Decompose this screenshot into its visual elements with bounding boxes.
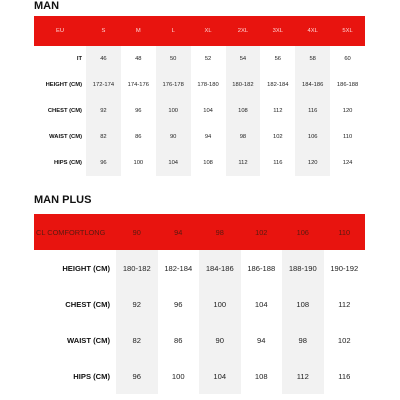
- row-label: HIPS (CM): [73, 371, 110, 381]
- man-row-it: [34, 46, 365, 72]
- size-cell: 104: [156, 150, 191, 176]
- man-plus-header-cell: 98: [199, 214, 241, 250]
- man-header-cell: L: [156, 16, 191, 46]
- size-cell: 104: [203, 108, 213, 114]
- size-cell: 102: [337, 335, 351, 345]
- man-plus-row-chest: [34, 286, 365, 322]
- man-header-cell: M: [121, 16, 156, 46]
- man-plus-section-title: MAN PLUS: [34, 194, 92, 206]
- size-cell: 100: [171, 371, 185, 381]
- size-cell: 124: [342, 160, 353, 166]
- man-plus-row-waist: [34, 322, 365, 358]
- size-cell: 108: [254, 371, 268, 381]
- size-cell: 180-182: [226, 72, 261, 98]
- man-header-cell: S: [86, 16, 121, 46]
- man-plus-header-cell: 106: [282, 214, 324, 250]
- row-label: HEIGHT (CM): [62, 263, 110, 273]
- size-cell: 182-184: [164, 263, 193, 273]
- man-plus-row-hips: [34, 358, 365, 394]
- size-cell: 186-188: [336, 82, 359, 88]
- size-cell: 184-186: [199, 250, 241, 286]
- size-cell: 104: [254, 299, 268, 309]
- size-cell: 116: [295, 98, 330, 124]
- size-cell: 46: [86, 46, 121, 72]
- size-cell: 98: [226, 124, 261, 150]
- size-cell: 82: [116, 322, 158, 358]
- man-header-cell: XL: [191, 16, 226, 46]
- man-row-hips: [34, 150, 365, 176]
- row-label: WAIST (CM): [49, 134, 82, 140]
- size-cell: 60: [344, 56, 351, 62]
- size-cell: 108: [203, 160, 213, 166]
- size-cell: 90: [199, 322, 241, 358]
- row-label: WAIST (CM): [66, 335, 110, 345]
- size-cell: 112: [282, 358, 324, 394]
- man-header-row: [34, 16, 365, 46]
- size-cell: 116: [273, 160, 283, 166]
- man-header-cell: 4XL: [295, 16, 330, 46]
- size-cell: 48: [135, 56, 142, 62]
- size-cell: 96: [135, 108, 142, 114]
- man-plus-header-cell: 110: [324, 214, 366, 250]
- size-cell: 110: [342, 134, 353, 140]
- size-cell: 102: [272, 134, 283, 140]
- size-cell: 96: [116, 358, 158, 394]
- man-row-waist: [34, 124, 365, 150]
- man-header-cell: EU: [34, 16, 86, 46]
- man-plus-header-cell: CL COMFORTLONG: [34, 214, 116, 250]
- size-cell: 86: [135, 134, 142, 140]
- size-cell: 100: [199, 286, 241, 322]
- size-cell: 180-182: [116, 250, 158, 286]
- size-cell: 172-174: [86, 72, 121, 98]
- size-cell: 54: [226, 46, 261, 72]
- size-cell: 176-178: [156, 72, 191, 98]
- size-cell: 92: [86, 98, 121, 124]
- size-cell: 112: [273, 108, 283, 114]
- size-cell: 100: [156, 98, 191, 124]
- man-plus-header-cell: 102: [241, 214, 283, 250]
- size-cell: 52: [204, 56, 212, 62]
- man-plus-header-cell: 90: [116, 214, 158, 250]
- man-header-cell: 2XL: [226, 16, 261, 46]
- row-label: HEIGHT (CM): [45, 82, 82, 88]
- size-cell: 108: [226, 98, 261, 124]
- row-label: CHEST (CM): [65, 299, 110, 309]
- man-plus-header-row: [34, 214, 365, 250]
- size-cell: 96: [174, 299, 183, 309]
- size-cell: 120: [342, 108, 353, 114]
- size-cell: 182-184: [267, 82, 289, 88]
- man-plus-header-cell: 94: [158, 214, 200, 250]
- size-cell: 92: [116, 286, 158, 322]
- man-plus-size-table: [34, 214, 365, 394]
- man-plus-row-height: [34, 250, 365, 286]
- row-label: HIPS (CM): [53, 160, 82, 166]
- row-label: IT: [76, 56, 82, 62]
- size-cell: 100: [133, 160, 144, 166]
- size-cell: 120: [295, 150, 330, 176]
- size-cell: 98: [282, 322, 324, 358]
- size-cell: 56: [274, 56, 282, 62]
- size-cell: 86: [174, 335, 183, 345]
- size-cell: 96: [86, 150, 121, 176]
- size-cell: 184-186: [295, 72, 330, 98]
- man-row-chest: [34, 98, 365, 124]
- man-section-title: MAN: [34, 0, 60, 12]
- man-row-height: [34, 72, 365, 98]
- man-header-cell: 5XL: [330, 16, 365, 46]
- size-cell: 106: [295, 124, 330, 150]
- size-cell: 112: [226, 150, 261, 176]
- row-label: CHEST (CM): [47, 108, 82, 114]
- size-cell: 190-192: [330, 263, 359, 273]
- size-cell: 112: [338, 299, 351, 309]
- size-cell: 116: [338, 371, 351, 381]
- size-cell: 104: [199, 358, 241, 394]
- size-cell: 178-180: [197, 82, 219, 88]
- size-cell: 90: [156, 124, 191, 150]
- size-cell: 188-190: [282, 250, 324, 286]
- man-header-cell: 3XL: [260, 16, 295, 46]
- size-cell: 50: [156, 46, 191, 72]
- size-cell: 94: [204, 134, 212, 140]
- man-size-table: [34, 16, 365, 176]
- size-cell: 82: [86, 124, 121, 150]
- size-cell: 58: [295, 46, 330, 72]
- size-cell: 108: [282, 286, 324, 322]
- size-cell: 186-188: [247, 263, 276, 273]
- size-cell: 174-176: [127, 82, 149, 88]
- size-cell: 94: [257, 335, 266, 345]
